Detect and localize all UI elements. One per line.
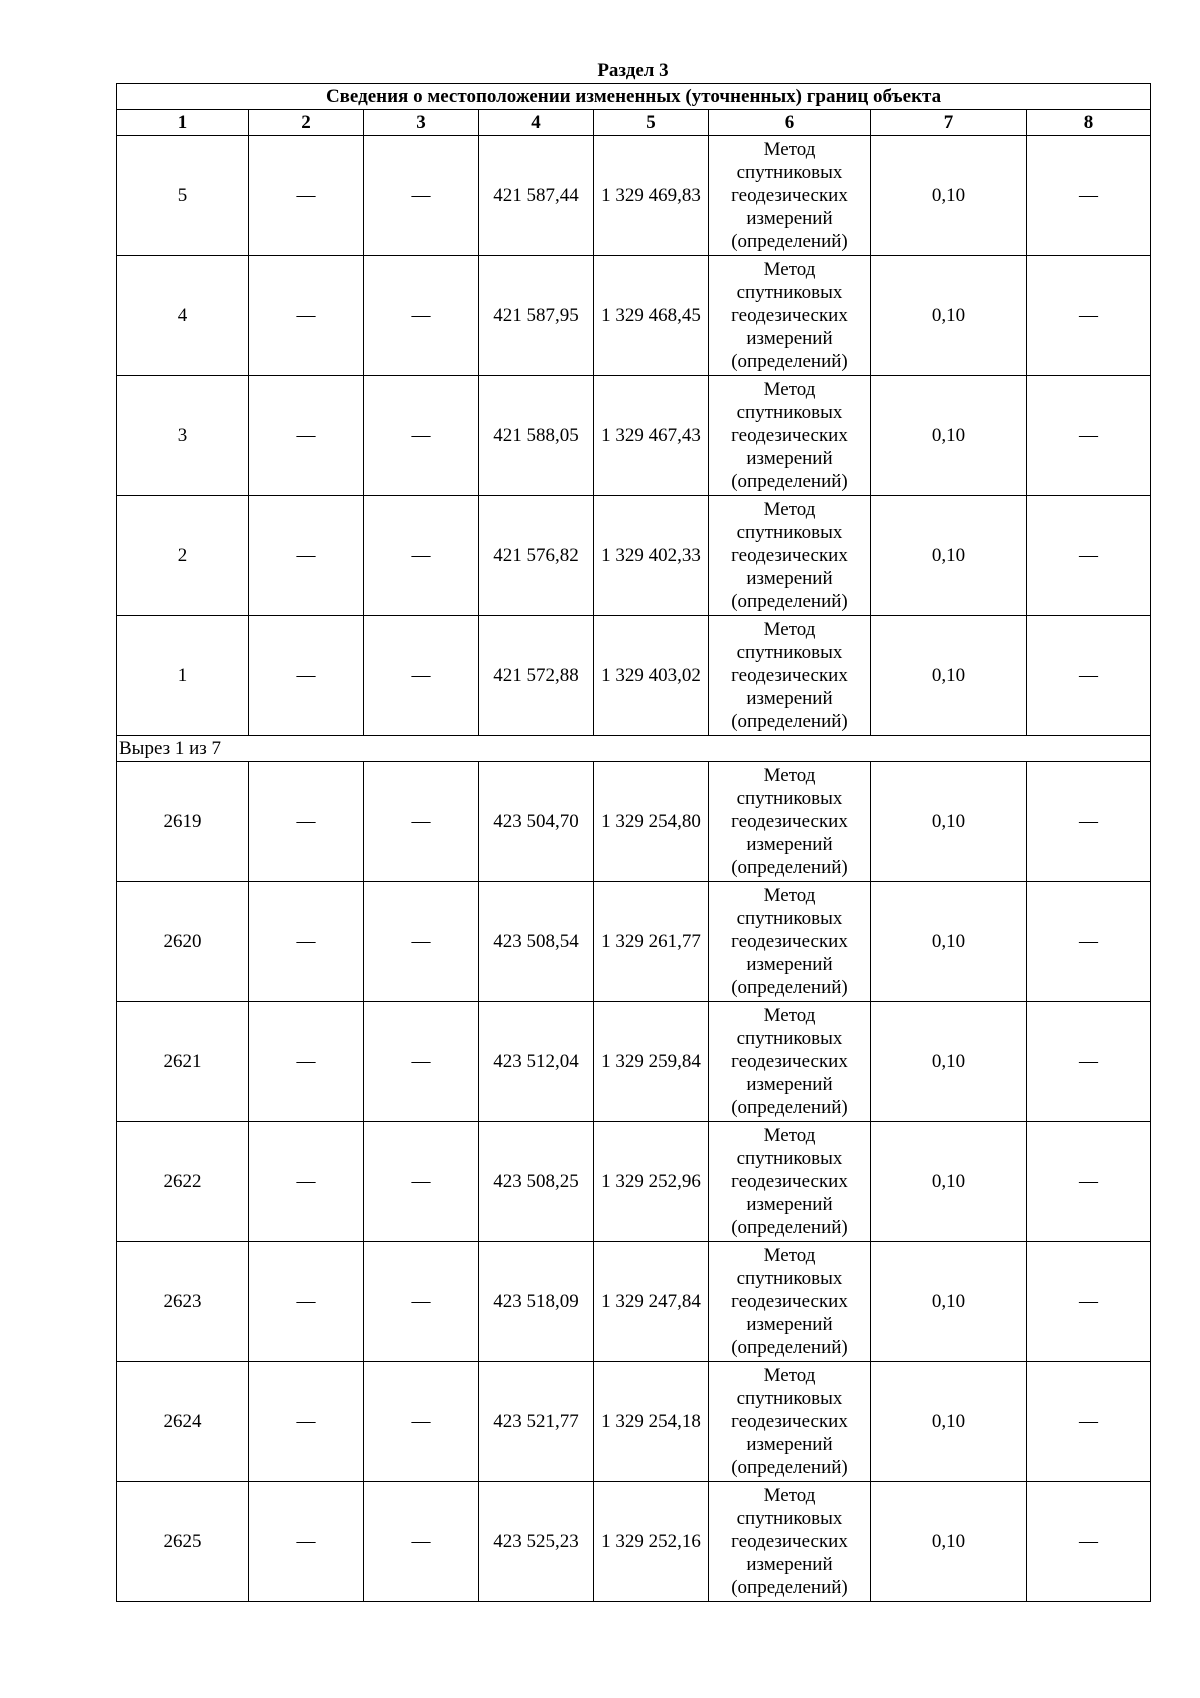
point-number-cell: 2621 bbox=[117, 1002, 249, 1122]
column-3-dash-cell: — bbox=[364, 256, 479, 376]
column-3-dash-cell: — bbox=[364, 1122, 479, 1242]
table-caption-row bbox=[117, 84, 1151, 110]
point-number-cell: 3 bbox=[117, 376, 249, 496]
column-8-dash-cell: — bbox=[1027, 1002, 1151, 1122]
column-8-dash-cell: — bbox=[1027, 496, 1151, 616]
x-coordinate-cell: 421 576,82 bbox=[479, 496, 594, 616]
point-number-cell: 2 bbox=[117, 496, 249, 616]
point-number-cell: 2624 bbox=[117, 1362, 249, 1482]
table-row bbox=[117, 1242, 1151, 1362]
y-coordinate-cell: 1 329 467,43 bbox=[594, 376, 709, 496]
column-header-8: 8 bbox=[1027, 110, 1151, 136]
method-cell-text: Метод спутниковых геодезических измерений (определений) bbox=[731, 139, 848, 252]
method-cell bbox=[709, 1002, 871, 1122]
point-number-cell: 2619 bbox=[117, 762, 249, 882]
y-coordinate-cell: 1 329 252,16 bbox=[594, 1482, 709, 1602]
column-2-dash-cell: — bbox=[249, 376, 364, 496]
method-cell-text: Метод спутниковых геодезических измерений (определений) bbox=[731, 765, 848, 878]
method-cell bbox=[709, 1362, 871, 1482]
column-2-dash-cell: — bbox=[249, 762, 364, 882]
document-page bbox=[116, 58, 1150, 1602]
column-3-dash-cell: — bbox=[364, 882, 479, 1002]
column-2-dash-cell: — bbox=[249, 1242, 364, 1362]
x-coordinate-cell: 423 508,25 bbox=[479, 1122, 594, 1242]
column-header-6: 6 bbox=[709, 110, 871, 136]
column-header-3: 3 bbox=[364, 110, 479, 136]
x-coordinate-cell: 423 525,23 bbox=[479, 1482, 594, 1602]
column-8-dash-cell: — bbox=[1027, 376, 1151, 496]
method-cell bbox=[709, 136, 871, 256]
table-caption: Сведения о местоположении измененных (уточненных) границ объекта bbox=[117, 84, 1151, 110]
column-header-5: 5 bbox=[594, 110, 709, 136]
column-2-dash-cell: — bbox=[249, 496, 364, 616]
table-body bbox=[117, 136, 1151, 1602]
column-header-4: 4 bbox=[479, 110, 594, 136]
column-2-dash-cell: — bbox=[249, 256, 364, 376]
column-3-dash-cell: — bbox=[364, 616, 479, 736]
column-2-dash-cell: — bbox=[249, 1002, 364, 1122]
column-8-dash-cell: — bbox=[1027, 762, 1151, 882]
y-coordinate-cell: 1 329 261,77 bbox=[594, 882, 709, 1002]
column-8-dash-cell: — bbox=[1027, 882, 1151, 1002]
column-8-dash-cell: — bbox=[1027, 136, 1151, 256]
column-8-dash-cell: — bbox=[1027, 1482, 1151, 1602]
column-3-dash-cell: — bbox=[364, 496, 479, 616]
accuracy-cell: 0,10 bbox=[871, 256, 1027, 376]
table-row bbox=[117, 1122, 1151, 1242]
x-coordinate-cell: 423 504,70 bbox=[479, 762, 594, 882]
y-coordinate-cell: 1 329 252,96 bbox=[594, 1122, 709, 1242]
section-title: Раздел 3 bbox=[597, 60, 669, 81]
accuracy-cell: 0,10 bbox=[871, 1482, 1027, 1602]
column-8-dash-cell: — bbox=[1027, 1362, 1151, 1482]
method-cell bbox=[709, 1122, 871, 1242]
column-3-dash-cell: — bbox=[364, 1242, 479, 1362]
column-2-dash-cell: — bbox=[249, 1482, 364, 1602]
method-cell bbox=[709, 1482, 871, 1602]
table-row bbox=[117, 376, 1151, 496]
y-coordinate-cell: 1 329 259,84 bbox=[594, 1002, 709, 1122]
column-8-dash-cell: — bbox=[1027, 616, 1151, 736]
column-header-1: 1 bbox=[117, 110, 249, 136]
y-coordinate-cell: 1 329 254,80 bbox=[594, 762, 709, 882]
column-header-7: 7 bbox=[871, 110, 1027, 136]
method-cell bbox=[709, 496, 871, 616]
method-cell-text: Метод спутниковых геодезических измерений (определений) bbox=[731, 1005, 848, 1118]
accuracy-cell: 0,10 bbox=[871, 1122, 1027, 1242]
accuracy-cell: 0,10 bbox=[871, 616, 1027, 736]
point-number-cell: 2622 bbox=[117, 1122, 249, 1242]
column-3-dash-cell: — bbox=[364, 136, 479, 256]
x-coordinate-cell: 423 518,09 bbox=[479, 1242, 594, 1362]
y-coordinate-cell: 1 329 469,83 bbox=[594, 136, 709, 256]
accuracy-cell: 0,10 bbox=[871, 136, 1027, 256]
y-coordinate-cell: 1 329 468,45 bbox=[594, 256, 709, 376]
column-number-row bbox=[117, 110, 1151, 136]
point-number-cell: 5 bbox=[117, 136, 249, 256]
method-cell bbox=[709, 616, 871, 736]
method-cell-text: Метод спутниковых геодезических измерений (определений) bbox=[731, 1125, 848, 1238]
boundary-coordinates-table bbox=[116, 83, 1151, 1602]
method-cell-text: Метод спутниковых геодезических измерений (определений) bbox=[731, 1365, 848, 1478]
table-row bbox=[117, 1362, 1151, 1482]
column-2-dash-cell: — bbox=[249, 1362, 364, 1482]
x-coordinate-cell: 423 508,54 bbox=[479, 882, 594, 1002]
column-3-dash-cell: — bbox=[364, 1002, 479, 1122]
method-cell-text: Метод спутниковых геодезических измерений (определений) bbox=[731, 619, 848, 732]
accuracy-cell: 0,10 bbox=[871, 496, 1027, 616]
accuracy-cell: 0,10 bbox=[871, 1002, 1027, 1122]
column-header-2: 2 bbox=[249, 110, 364, 136]
table-row bbox=[117, 762, 1151, 882]
x-coordinate-cell: 421 588,05 bbox=[479, 376, 594, 496]
accuracy-cell: 0,10 bbox=[871, 1362, 1027, 1482]
y-coordinate-cell: 1 329 403,02 bbox=[594, 616, 709, 736]
column-8-dash-cell: — bbox=[1027, 1122, 1151, 1242]
column-2-dash-cell: — bbox=[249, 136, 364, 256]
table-row bbox=[117, 1002, 1151, 1122]
y-coordinate-cell: 1 329 254,18 bbox=[594, 1362, 709, 1482]
accuracy-cell: 0,10 bbox=[871, 762, 1027, 882]
x-coordinate-cell: 421 587,44 bbox=[479, 136, 594, 256]
column-2-dash-cell: — bbox=[249, 616, 364, 736]
table-row bbox=[117, 882, 1151, 1002]
x-coordinate-cell: 423 521,77 bbox=[479, 1362, 594, 1482]
separator-row bbox=[117, 736, 1151, 762]
column-3-dash-cell: — bbox=[364, 762, 479, 882]
separator-label: Вырез 1 из 7 bbox=[117, 736, 1151, 762]
column-2-dash-cell: — bbox=[249, 1122, 364, 1242]
table-row bbox=[117, 496, 1151, 616]
column-3-dash-cell: — bbox=[364, 1482, 479, 1602]
column-2-dash-cell: — bbox=[249, 882, 364, 1002]
point-number-cell: 2625 bbox=[117, 1482, 249, 1602]
point-number-cell: 4 bbox=[117, 256, 249, 376]
table-row bbox=[117, 136, 1151, 256]
point-number-cell: 2620 bbox=[117, 882, 249, 1002]
y-coordinate-cell: 1 329 402,33 bbox=[594, 496, 709, 616]
method-cell-text: Метод спутниковых геодезических измерений (определений) bbox=[731, 1485, 848, 1598]
column-8-dash-cell: — bbox=[1027, 256, 1151, 376]
table-row bbox=[117, 616, 1151, 736]
x-coordinate-cell: 421 587,95 bbox=[479, 256, 594, 376]
method-cell bbox=[709, 762, 871, 882]
method-cell-text: Метод спутниковых геодезических измерений (определений) bbox=[731, 885, 848, 998]
method-cell bbox=[709, 376, 871, 496]
column-3-dash-cell: — bbox=[364, 1362, 479, 1482]
column-8-dash-cell: — bbox=[1027, 1242, 1151, 1362]
method-cell bbox=[709, 882, 871, 1002]
accuracy-cell: 0,10 bbox=[871, 376, 1027, 496]
table-row bbox=[117, 256, 1151, 376]
accuracy-cell: 0,10 bbox=[871, 1242, 1027, 1362]
x-coordinate-cell: 423 512,04 bbox=[479, 1002, 594, 1122]
column-3-dash-cell: — bbox=[364, 376, 479, 496]
y-coordinate-cell: 1 329 247,84 bbox=[594, 1242, 709, 1362]
table-row bbox=[117, 1482, 1151, 1602]
method-cell bbox=[709, 256, 871, 376]
method-cell-text: Метод спутниковых геодезических измерений (определений) bbox=[731, 1245, 848, 1358]
point-number-cell: 1 bbox=[117, 616, 249, 736]
point-number-cell: 2623 bbox=[117, 1242, 249, 1362]
method-cell bbox=[709, 1242, 871, 1362]
method-cell-text: Метод спутниковых геодезических измерений (определений) bbox=[731, 499, 848, 612]
method-cell-text: Метод спутниковых геодезических измерений (определений) bbox=[731, 259, 848, 372]
method-cell-text: Метод спутниковых геодезических измерений (определений) bbox=[731, 379, 848, 492]
accuracy-cell: 0,10 bbox=[871, 882, 1027, 1002]
x-coordinate-cell: 421 572,88 bbox=[479, 616, 594, 736]
